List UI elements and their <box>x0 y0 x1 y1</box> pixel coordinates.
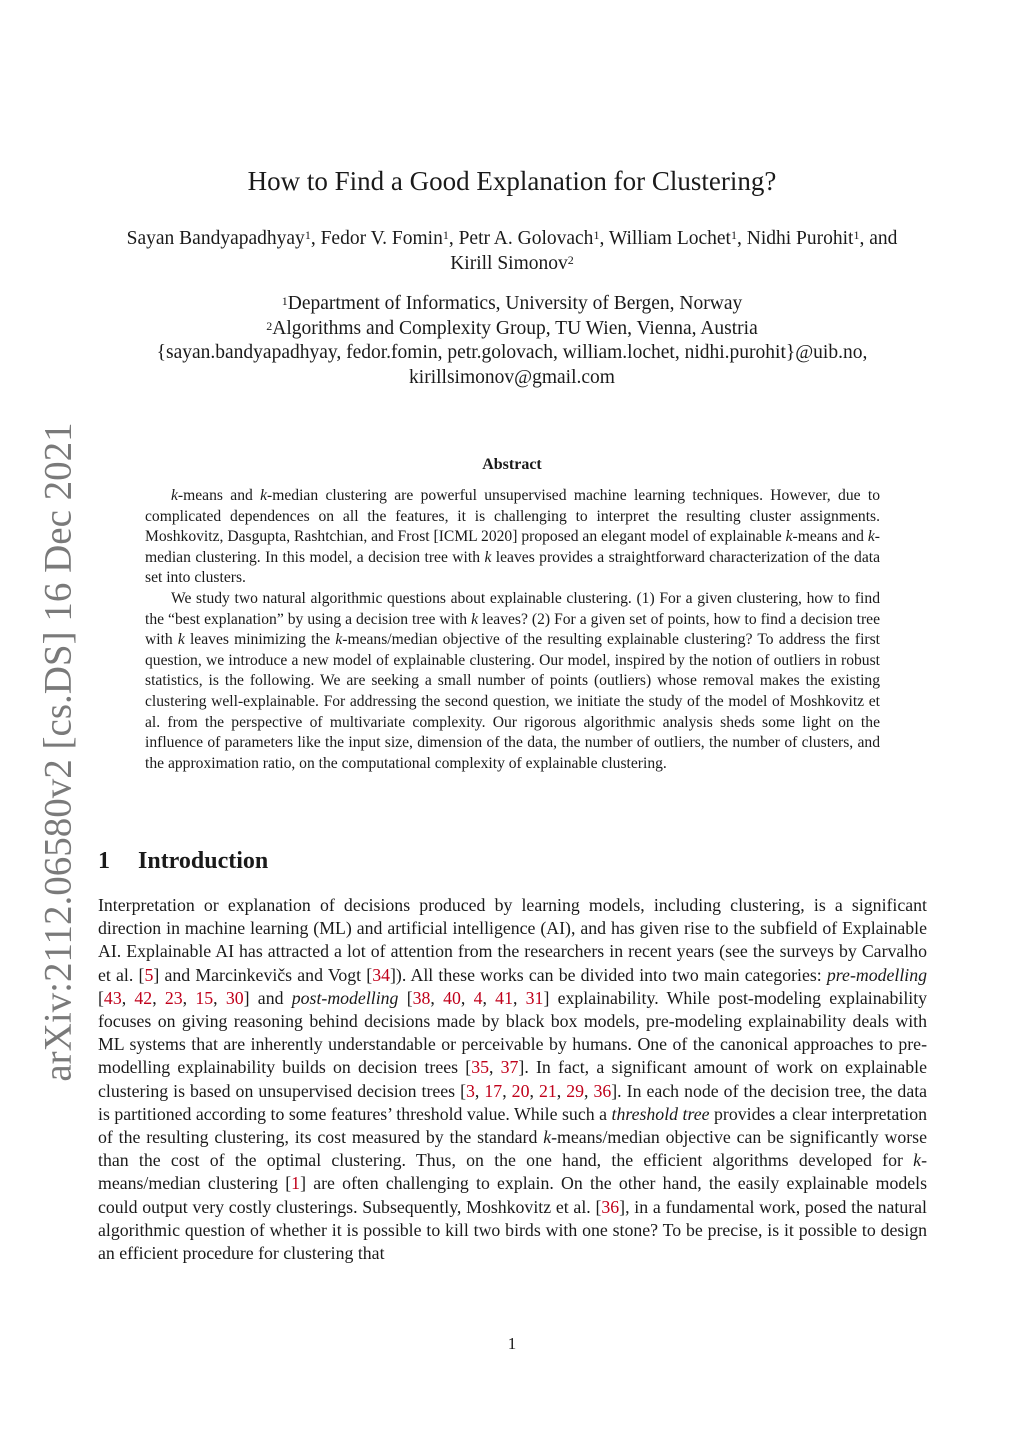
text-run: ] and Marcinkevičs and Vogt [ <box>153 964 373 985</box>
affiliation-mark: 1 <box>281 294 288 308</box>
math-symbol: k <box>484 548 492 566</box>
citation-link[interactable]: 36 <box>593 1080 612 1101</box>
abstract-heading: Abstract <box>482 456 542 473</box>
email-line: kirillsimonov@gmail.com <box>409 366 615 388</box>
math-symbol: k <box>471 610 479 628</box>
citation-link[interactable]: 43 <box>103 987 122 1008</box>
text-run: -means/median clustering [ <box>98 1150 927 1194</box>
citation-link[interactable]: 29 <box>566 1080 584 1101</box>
citation-link[interactable]: 23 <box>164 987 183 1008</box>
citation-link[interactable]: 20 <box>511 1080 530 1101</box>
section-title: Introduction <box>138 848 269 874</box>
affiliation-mark: 2 <box>266 318 273 333</box>
author-list: Sayan Bandyapadhyay$^1$, Fedor V. Fomin$^1$, Petr A. Golovach$^1$, William Lochet$^1$, Nidhi Purohit$^1$, and Kirill Simonov$^2$ <box>126 228 898 274</box>
citation-link[interactable]: 40 <box>443 987 461 1008</box>
text-run: leaves? (2) For a given set of points, how to find a decision tree with <box>145 610 880 649</box>
text-run: -means/median objective of the resulting explainable clustering? To address the first question, we introduce a new model of explainable clustering. Our model, inspired by the notion of outliers in robust statistics, is the following. We are seeking a small number of points (outliers) whose removal makes the existing clustering well-explainable. For addressing the second question, we initiate the study of the model of Moshkovitz et al. from the perspective of multivariate complexity. Our rigorous algorithmic analysis sheds some light on the influence of parameters like the input size, dimension of the data, the number of outliers, the number of clusters, and the approximation ratio, on the computational complexity of explainable clustering. <box>145 631 880 772</box>
math-symbol: k <box>177 631 185 649</box>
text-run: -means and <box>177 487 261 504</box>
text-run: [ <box>98 987 104 1008</box>
introduction-body <box>98 894 927 1265</box>
abstract-paragraph <box>145 486 880 589</box>
text-run: -means and <box>792 528 868 546</box>
math-symbol: k <box>785 528 793 546</box>
author-name: William Lochet <box>608 228 731 249</box>
text-run: ] are often challenging to explain. On the other hand, the easily explainable models could output very costly clusterings. Subsequently, Moshkovitz et al. [ <box>98 1173 928 1217</box>
emphasis-text: post-modelling <box>291 987 399 1008</box>
citation-link[interactable]: 41 <box>495 987 513 1008</box>
author-name: Sayan Bandyapadhyay <box>126 228 305 249</box>
author-affiliation-mark: 1 <box>593 228 600 242</box>
text-run: leaves minimizing the <box>184 631 336 649</box>
citation-link[interactable]: 31 <box>525 987 544 1008</box>
citation-link[interactable]: 34 <box>372 964 391 985</box>
affiliation-line <box>100 317 924 342</box>
citation-link[interactable]: 30 <box>225 987 244 1008</box>
citation-link[interactable]: 35 <box>471 1057 489 1078</box>
text-run: We study two natural algorithmic questions about explainable clustering. (1) For a given clustering, how to find the “best explanation” by using a decision tree with <box>145 589 880 628</box>
text-run: leaves provides a straightforward characterization of the data set into clusters. <box>145 548 881 587</box>
page-number: 1 <box>507 1334 517 1353</box>
text-run: -means/median objective can be significantly worse than the cost of the optimal clustering. Thus, on the one hand, the efficient algorithms developed for <box>98 1127 927 1171</box>
arxiv-identifier-stamp: arXiv:2112.06580v2 [cs.DS] 16 Dec 2021 <box>36 422 80 1082</box>
abstract-paragraph <box>145 589 880 774</box>
abstract-body <box>145 486 880 774</box>
author-affiliation-mark: 1 <box>304 228 311 242</box>
affiliation-block <box>100 292 924 390</box>
affiliation-text: Algorithms and Complexity Group, TU Wien, Vienna, Austria <box>272 317 758 339</box>
math-symbol: k <box>171 487 178 504</box>
text-run: ], in a fundamental work, posed the natural algorithmic question of whether it is possible to kill two birds with one stone? To be precise, is it possible to design an efficient procedure for clustering that <box>98 1196 927 1264</box>
text-run: -median clustering are powerful unsupervised machine learning techniques. However, due to complicated dependences on all the features, it is challenging to interpret the resulting cluster assignments. Moshkovitz, Dasgupta, Rashtchian, and Frost [ICML 2020] proposed an elegant model of explainable <box>145 487 880 546</box>
text-run: ]. In each node of the decision tree, the data is partitioned according to some features’ threshold value. While such a <box>98 1080 928 1124</box>
citation-link[interactable]: 21 <box>538 1080 557 1101</box>
text-run: ] explainability. While post-modeling explainability focuses on giving reasoning behind decisions made by black box models, pre-modeling explainability deals with ML systems that are inherently understandable or perceivable by humans. One of the canonical approaches to pre-modelling explainability builds on decision trees [ <box>98 987 928 1078</box>
citation-link[interactable]: 42 <box>134 987 153 1008</box>
text-run: provides a clear interpretation of the resulting clustering, its cost measured by the standard <box>98 1103 927 1148</box>
math-symbol: k <box>867 528 875 546</box>
author-affiliation-mark: 1 <box>442 228 449 242</box>
citation-link[interactable]: 37 <box>500 1057 519 1078</box>
affiliation-line <box>100 292 924 317</box>
citation-link[interactable]: 4 <box>473 987 483 1008</box>
email-line: {sayan.bandyapadhyay, fedor.fomin, petr.golovach, william.lochet, nidhi.purohit}@uib.no, <box>156 342 868 363</box>
author-affiliation-mark: 1 <box>853 228 860 242</box>
author-name: Petr A. Golovach <box>458 228 594 249</box>
math-symbol: k <box>913 1150 922 1171</box>
math-symbol: k <box>335 631 343 649</box>
citation-link[interactable]: 15 <box>195 987 214 1008</box>
text-run: -median clustering. In this model, a decision tree with <box>145 528 880 566</box>
paper-title: How to Find a Good Explanation for Clustering? <box>247 166 777 196</box>
emphasis-text: pre-modelling <box>826 964 927 985</box>
math-symbol: k <box>260 487 268 504</box>
author-name: Nidhi Purohit <box>746 228 854 249</box>
citation-link[interactable]: 1 <box>291 1173 301 1194</box>
author-name: Kirill Simonov <box>450 253 568 274</box>
citation-link[interactable]: 3 <box>466 1080 475 1101</box>
text-run: ]). All these works can be divided into two main categories: <box>390 964 827 985</box>
text-run: ]. In fact, a significant amount of work on explainable clustering is based on unsupervised decision trees [ <box>98 1057 928 1101</box>
author-affiliation-mark: 2 <box>567 253 574 267</box>
citation-link[interactable]: 36 <box>601 1196 620 1217</box>
section-heading <box>98 848 268 875</box>
emphasis-text: threshold tree <box>611 1103 710 1124</box>
author-name: Fedor V. Fomin <box>320 228 443 249</box>
citation-link[interactable]: 5 <box>144 964 154 985</box>
citation-link[interactable]: 38 <box>412 987 431 1008</box>
text-run: [ <box>398 987 413 1008</box>
author-affiliation-mark: 1 <box>730 228 737 242</box>
text-run: Interpretation or explanation of decisions produced by learning models, including clustering, is a significant direction in machine learning (ML) and artificial intelligence (AI), and has given rise to the subfield of Explainable AI. Explainable AI has attracted a lot of attention from the researchers in recent years (see the surveys by Carvalho et al. [ <box>98 895 927 985</box>
affiliation-text: Department of Informatics, University of Bergen, Norway <box>287 293 743 314</box>
math-symbol: k <box>543 1127 552 1148</box>
intro-paragraph: Interpretation or explanation of decisions produced by learning models, including clustering, is a significant direction in machine learning (ML) and artificial intelligence (AI), and has given rise to the subfield of Explainable AI. Explainable AI has attracted a lot of attention from the researchers in recent years (see the surveys by Carvalho et al. [5] and Marcinkevičs and Vogt [34]). All these works can be divided into two main categories: pre-modelling [43, 42, 23, 15, 30] and post-modelling [38, 40, 4, 41, 31] explainability. While post-modeling explainability focuses on giving reasoning behind decisions made by black box models, pre-modeling explainability deals with ML systems that are inherently understandable or perceivable by humans. One of the canonical approaches to pre-modelling explainability builds on decision trees [35, 37]. In fact, a significant amount of work on explainable clustering is based on unsupervised decision trees [3, 17, 20, 21, 29, 36]. In each node of the decision tree, the data is partitioned according to some features’ threshold value. While such a threshold tree provides a clear interpretation of the resulting clustering, its cost measured by the standard k-means/median objective can be significantly worse than the cost of the optimal clustering. Thus, on the one hand, the efficient algorithms developed for k-means/median clustering [1] are often challenging to explain. On the other hand, the easily explainable models could output very costly clusterings. Subsequently, Moshkovitz et al. [36], in a fundamental work, posed the natural algorithmic question of whether it is possible to kill two birds with one stone? To be precise, is it possible to design an efficient procedure for clustering that <box>98 895 928 1264</box>
section-number: 1 <box>98 848 110 874</box>
text-run: ] and <box>243 987 292 1008</box>
citation-link[interactable]: 17 <box>484 1080 503 1101</box>
